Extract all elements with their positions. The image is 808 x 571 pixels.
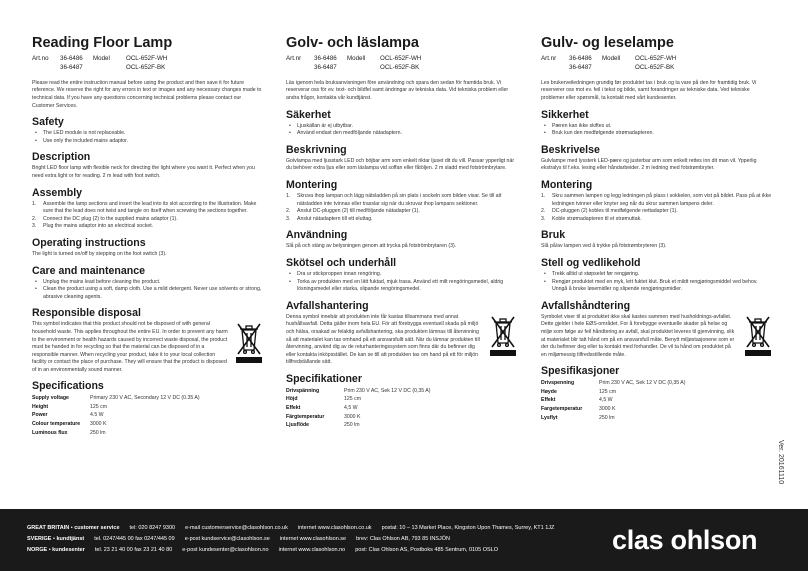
- step-number: 2.: [286, 208, 291, 215]
- specs-table: [32, 394, 200, 437]
- disposal-block: [32, 321, 264, 374]
- footer-country: NORGE: [27, 547, 48, 553]
- footer-tel: tel. 23 21 40 00 fax 23 21 40 80: [94, 547, 173, 553]
- spec-value: Prim 230 V AC, Sek 12 V DC (0,35 A): [344, 387, 431, 394]
- footer-web[interactable]: internet www.clasohlson.se: [279, 536, 347, 542]
- list-item: • Torka av produkten med en lätt fuktad, mjuk trasa. Använd ett milt rengöringsmedel, aldrig lösningsmedel eller starka, slipande rengöringsmedel.: [286, 279, 518, 294]
- spec-key: Supply voltage: [32, 395, 69, 402]
- table-row: [32, 403, 200, 412]
- disposal-heading: Avfallshåndtering: [541, 299, 631, 312]
- article-cell: [347, 64, 380, 73]
- article-cell: OCL-652F-BK: [126, 63, 166, 71]
- article-cell: [602, 64, 635, 73]
- spec-value: 125 cm: [90, 403, 108, 410]
- list-item: • Dra ur stickproppen innan rengöring.: [286, 271, 518, 279]
- spec-key: Height: [32, 403, 49, 410]
- footer-email[interactable]: e-post kundservice@clasohlson.se: [184, 536, 270, 542]
- spec-key: Colour temperature: [32, 421, 81, 428]
- operating-text: Slå på och stäng av belysningen genom att trycka på fotströmbrytaren (3).: [286, 243, 457, 250]
- step-text: Assemble the lamp sections and insert the lead into its slot according to the illustration. Make sure that the lead does not twist and tangle on itself when screwing the sections together.: [43, 200, 257, 215]
- step-number: 2.: [541, 208, 546, 215]
- column-sv: [286, 36, 518, 430]
- intro-text: Läs igenom hela bruksanvisningen före användning och spara den sedan för framtida bruk. Vi reserverar oss för ev. text- och bildfel samt ändringar av tekniska data. Vid tekniska problem eller andra frågor, kontakta vår kundtjänst.: [286, 79, 509, 101]
- article-cell: Model: [93, 54, 110, 62]
- list-item: • Bruk kun den medfølgende strømadapteren.: [541, 130, 773, 138]
- spec-key: Drivspenning: [541, 380, 575, 387]
- spec-value: 4,5 W: [599, 397, 613, 404]
- footer-contacts: [27, 523, 554, 556]
- table-row: [541, 388, 686, 397]
- article-cell: Art.no: [32, 54, 49, 62]
- list-item: • The LED module is not replaceable.: [32, 130, 264, 138]
- footer-post: brev: Clas Ohlson AB, 793 85 INSJÖN: [356, 536, 450, 542]
- spec-value: 3000 K: [90, 421, 107, 428]
- operating-heading: Användning: [286, 229, 348, 242]
- disposal-text: This symbol indicates that this product should not be disposed of with general household waste. This applies throughout the entire EU. In order to prevent any harm to the environment or health hazards caused by incorrect waste disposal, the product must be handed in for recycling so that the material can be disposed of in a responsible manner. When recycling your product, take it to your local collection facility or contact the place of purchase. They will ensure that the product is disposed of in an environmentally sound manner.: [32, 321, 228, 373]
- list-item: • Clean the product using a soft, damp cloth. Use a mild detergent. Never use solvents or strong, abrasive cleaning agents.: [32, 286, 264, 301]
- step-text: Anslut DC-pluggen (2) till medföljande nätadapter (1).: [297, 208, 420, 215]
- specs-heading: Spesifikasjoner: [541, 365, 620, 378]
- assembly-heading: Montering: [286, 178, 338, 191]
- table-row: [286, 413, 431, 422]
- spec-key: Drivspänning: [286, 387, 320, 394]
- article-cell: Art.nr: [286, 54, 302, 62]
- list-item: [32, 201, 264, 216]
- column-no: [541, 36, 773, 422]
- footer-email[interactable]: e-post kundesenter@clasohlson.no: [182, 547, 269, 553]
- article-cell: OCL-652F-BK: [635, 63, 675, 71]
- description-heading: Beskrivning: [286, 143, 347, 156]
- footer-tel: tel: 020 8247 9300: [129, 525, 176, 531]
- spec-value: Primary 230 V AC, Secondary 12 V DC (0.35 A): [90, 395, 200, 402]
- spec-key: Färgtemperatur: [286, 413, 325, 420]
- list-item: • Rengjør produktet med en myk, lett fuktet klut. Bruk et mildt rengjøringsmiddel ved behov. Unngå å bruke løsemidler og slipende rengjøringsmidler.: [541, 279, 773, 294]
- table-row: [32, 420, 200, 429]
- step-number: 2.: [32, 215, 37, 222]
- table-row: [541, 405, 686, 414]
- list-item: • Unplug the mains lead before cleaning the product.: [32, 279, 264, 287]
- article-cell: 36-6486: [569, 54, 592, 62]
- manual-title: Golv- och läslampa: [286, 35, 419, 51]
- article-cell: [286, 64, 314, 73]
- table-row: [286, 421, 431, 430]
- list-item: • Pæren kan ikke skiftes ut.: [541, 123, 773, 131]
- step-text: Koble strømadapteren til et strømuttak.: [552, 215, 642, 222]
- spec-value: 4.5 W: [90, 412, 104, 419]
- spec-value: 3000 K: [344, 413, 361, 420]
- footer-line-gb: GREAT BRITAIN • customer service tel: 020 8247 9300 e-mail customerservice@clasohlson.co.uk internet www.clasohlson.co.uk postal: 10 – 13 Market Place, Kingston Upon Thames, Surrey, KT1 1JZ: [27, 525, 555, 531]
- spec-key: Fargetemperatur: [541, 406, 583, 412]
- disposal-heading: Responsible disposal: [32, 307, 141, 320]
- weee-bar: [490, 350, 516, 356]
- description-heading: Beskrivelse: [541, 143, 600, 156]
- article-numbers: [32, 55, 264, 73]
- step-number: 1.: [32, 200, 37, 207]
- footer: [0, 509, 808, 571]
- safety-list: [32, 130, 264, 145]
- footer-email[interactable]: e-mail customerservice@clasohlson.co.uk: [185, 525, 288, 531]
- spec-key: Höjd: [286, 396, 298, 403]
- article-cell: Modell: [347, 54, 366, 62]
- article-numbers: [286, 55, 518, 73]
- article-cell: OCL-652F-WH: [635, 54, 677, 62]
- list-item: • Använd endast den medföljande nätadaptern.: [286, 130, 518, 138]
- description-text: Golvlampa med ljusstark LED och böjbar arm som enkelt riktar ljuset dit du vill. Passar ypperligt när du behöver extra ljus eller som läslampa vid soffan eller fåtöljen. 2 m sladd med fotströmbrytare.: [286, 157, 515, 172]
- weee-bar: [745, 350, 771, 356]
- list-item: • Trekk alltid ut støpselet før rengjøring.: [541, 271, 773, 279]
- table-row: [286, 404, 431, 413]
- table-row: [541, 396, 686, 405]
- footer-tel: tel. 0247/445 00 fax 0247/445 09: [94, 536, 175, 542]
- version-label: Ver. 20161110: [777, 440, 784, 485]
- article-cell: 36-6487: [569, 63, 592, 71]
- safety-heading: Sikkerhet: [541, 108, 589, 121]
- article-cell: 36-6487: [314, 63, 337, 71]
- article-cell: Modell: [602, 54, 621, 62]
- table-row: [32, 394, 200, 403]
- article-cell: [32, 64, 60, 73]
- column-en: [32, 36, 264, 437]
- disposal-heading: Avfallshantering: [286, 299, 369, 312]
- specs-table: [541, 379, 686, 422]
- list-item: [286, 216, 518, 224]
- article-cell: OCL-652F-BK: [380, 63, 420, 71]
- article-cell: 36-6486: [60, 54, 83, 62]
- intro-text: Les brukerveiledningen grundig før produktet tas i bruk og ta vare på den for framtidig bruk. Vi reserverer oss mot ev. feil i tekst og bilde, samt forandringer av tekniske data. Ved tekniske problemer eller spørsmål, ta kontakt med vårt kundesenter.: [541, 79, 757, 101]
- footer-web[interactable]: internet www.clasohlson.co.uk: [297, 525, 372, 531]
- spec-key: Power: [32, 412, 48, 419]
- spec-key: Ljusflöde: [286, 422, 310, 429]
- footer-label: kundtjänst: [56, 536, 85, 542]
- assembly-list: [541, 193, 773, 223]
- step-text: Skruva ihop lampan och lägg nätsladden på sin plats i sockeln som bilden visar. Se till att nätsladden inte tvinnas eller trasslar sig när du skruvar ihop lampans sektioner.: [297, 193, 502, 207]
- spec-value: 4,5 W: [344, 404, 358, 411]
- care-list: [541, 271, 773, 294]
- article-numbers: [541, 55, 773, 73]
- description-heading: Description: [32, 151, 91, 164]
- operating-heading: Operating instructions: [32, 236, 146, 249]
- specs-heading: Specifikationer: [286, 372, 362, 385]
- step-text: Connect the DC plug (2) to the supplied mains adaptor (1).: [43, 215, 178, 222]
- footer-label: customer service: [74, 525, 120, 531]
- list-item: [541, 208, 773, 216]
- spec-key: Effekt: [286, 404, 301, 411]
- step-number: 1.: [541, 193, 546, 200]
- spec-value: 125 cm: [599, 388, 617, 395]
- spec-value: 250 lm: [344, 422, 360, 429]
- table-row: [286, 387, 431, 396]
- disposal-block: [541, 314, 773, 359]
- assembly-list: [32, 201, 264, 231]
- list-item: [32, 216, 264, 224]
- list-item: [32, 223, 264, 231]
- footer-country: SVERIGE: [27, 536, 52, 542]
- disposal-text: Denna symbol innebär att produkten inte får kastas tillsammans med annat hushållsavfall. Detta gäller inom hela EU. För att förebygga eventuell skada på miljö och hälsa, orsakad av felaktig avfallshantering, ska produkten lämnas till återvinning så att materialet kan tas omhand på ett ansvarsfullt sätt. När du lämnar produkten till återvinning, använd dig av de returhanteringssystem som finns där du befinner dig eller kontakta inköpsstället. De kan se till att produkten tas om hand på ett för miljön tillfredställande sätt.: [286, 313, 480, 366]
- list-item: [541, 216, 773, 224]
- specs-heading: Specifications: [32, 380, 104, 393]
- list-item: [286, 193, 518, 208]
- disposal-block: [286, 314, 518, 367]
- footer-line-se: SVERIGE • kundtjänst tel. 0247/445 00 fax 0247/445 09 e-post kundservice@clasohlson.se internet www.clasohlson.se brev: Clas Ohlson AB, 793 85 INSJÖN: [27, 536, 450, 542]
- care-list: [286, 271, 518, 294]
- step-number: 1.: [286, 193, 291, 200]
- safety-list: [286, 123, 518, 138]
- article-cell: OCL-652F-WH: [126, 54, 168, 62]
- manual-title: Reading Floor Lamp: [32, 35, 173, 51]
- footer-post: postal: 10 – 13 Market Place, Kingston Upon Thames, Surrey, KT1 1JZ: [381, 525, 555, 531]
- brand-logo: clas ohlson: [612, 525, 758, 555]
- weee-bar: [236, 357, 262, 363]
- manual-title: Gulv- og leselampe: [541, 35, 674, 51]
- spec-value: 3000 K: [599, 406, 616, 412]
- article-cell: [93, 64, 126, 73]
- footer-web[interactable]: internet www.clasohlson.no: [278, 547, 346, 553]
- description-text: Gulvlampe med lyssterk LED-pære og justerbar arm som enkelt rettes inn dit man vil. Ypperlig ekstralys til f.eks. lesing eller håndarbeider. 2 m ledning med fotstrømbryter.: [541, 157, 757, 172]
- spec-value: Prim 230 V AC, Sek 12 V DC (0,35 A): [599, 380, 686, 387]
- spec-value: 250 lm: [90, 429, 106, 436]
- care-heading: Stell og vedlikehold: [541, 256, 641, 269]
- operating-text: The light is turned on/off by stepping on the foot switch (3).: [32, 250, 167, 257]
- intro-text: Please read the entire instruction manual before using the product and then save it for future reference. We reserve the right for any errors in text or images and any necessary changes made to technical data. If you have any questions concerning technical problems please contact our Customer Services.: [32, 79, 262, 109]
- table-row: [286, 395, 431, 404]
- step-number: 3.: [541, 215, 546, 222]
- care-heading: Skötsel och underhåll: [286, 256, 397, 269]
- article-cell: Art.nr: [541, 54, 557, 62]
- description-text: Bright LED floor lamp with flexible neck for directing the light where you want it. Perfect when you need extra light or for reading. 2 m lead with foot switch.: [32, 165, 255, 179]
- step-text: Plug the mains adaptor into an electrical socket.: [43, 223, 154, 230]
- footer-country: GREAT BRITAIN: [27, 525, 70, 531]
- spec-key: Lysflyt: [541, 414, 558, 421]
- care-heading: Care and maintenance: [32, 264, 146, 277]
- list-item: • Ljuskällan är ej utbytbar.: [286, 123, 518, 131]
- assembly-list: [286, 193, 518, 223]
- safety-heading: Safety: [32, 116, 64, 129]
- table-row: [32, 429, 200, 438]
- disposal-text: Symbolet viser til at produktet ikke skal kastes sammen med husholdnings-avfallet. Dette gjelder i hele EØS-området. For å forebygge eventuelle skader på helse og miljø som følge av feil håndtering av avfall, skal produktet leveres til gjenvinning, slik at materialet blir tatt hånd om på en ansvarsfull måte. Benytt miljøstasjonene som er der du befinner deg eller ta kontakt med forhandler. De vil ta hånd om produktet på en miljømessig tilfredsstillende måte.: [541, 313, 735, 358]
- assembly-heading: Montering: [541, 178, 593, 191]
- step-text: Skru sammen lampen og legg ledningen på plass i sokkelen, som vist på bildet. Pass på at ikke ledningen tvinner eller knyter seg når du skrur sammen lampens deler.: [552, 193, 772, 207]
- list-item: • Use only the included mains adaptor.: [32, 138, 264, 146]
- weee-bin-icon: [234, 321, 264, 374]
- step-text: Anslut nätadaptern till ett eluttag.: [297, 215, 373, 222]
- article-cell: OCL-652F-WH: [380, 54, 422, 62]
- spec-key: Effekt: [541, 397, 556, 404]
- safety-list: [541, 123, 773, 138]
- footer-line-no: NORGE • kundesenter tel. 23 21 40 00 fax 23 21 40 80 e-post kundesenter@clasohlson.no internet www.clasohlson.no post: Clas Ohlson AS, Postboks 485 Sentrum, 0105 OSLO: [27, 547, 498, 553]
- step-number: 3.: [286, 215, 291, 222]
- safety-heading: Säkerhet: [286, 108, 331, 121]
- list-item: [286, 208, 518, 216]
- spec-key: Luminous flux: [32, 429, 68, 436]
- table-row: [32, 411, 200, 420]
- weee-bin-icon: [743, 314, 773, 359]
- list-item: [541, 193, 773, 208]
- operating-text: Slå på/av lampen ved å trykke på fotstrømbryteren (3).: [541, 243, 667, 250]
- step-number: 3.: [32, 223, 37, 230]
- specs-table: [286, 387, 431, 430]
- table-row: [541, 379, 686, 388]
- care-list: [32, 279, 264, 302]
- article-cell: 36-6486: [314, 54, 337, 62]
- weee-bin-icon: [488, 314, 518, 367]
- article-cell: 36-6487: [60, 63, 83, 71]
- article-cell: [541, 64, 569, 73]
- operating-heading: Bruk: [541, 229, 566, 242]
- footer-post: post: Clas Ohlson AS, Postboks 485 Sentrum, 0105 OSLO: [355, 547, 498, 553]
- spec-value: 125 cm: [344, 396, 362, 403]
- step-text: DC-pluggen (2) kobles til medfølgende nettadapter (1).: [552, 208, 678, 215]
- spec-key: Høyde: [541, 388, 557, 395]
- spec-value: 250 lm: [599, 414, 615, 421]
- footer-label: kundesenter: [52, 547, 85, 553]
- table-row: [541, 414, 686, 423]
- assembly-heading: Assembly: [32, 186, 83, 199]
